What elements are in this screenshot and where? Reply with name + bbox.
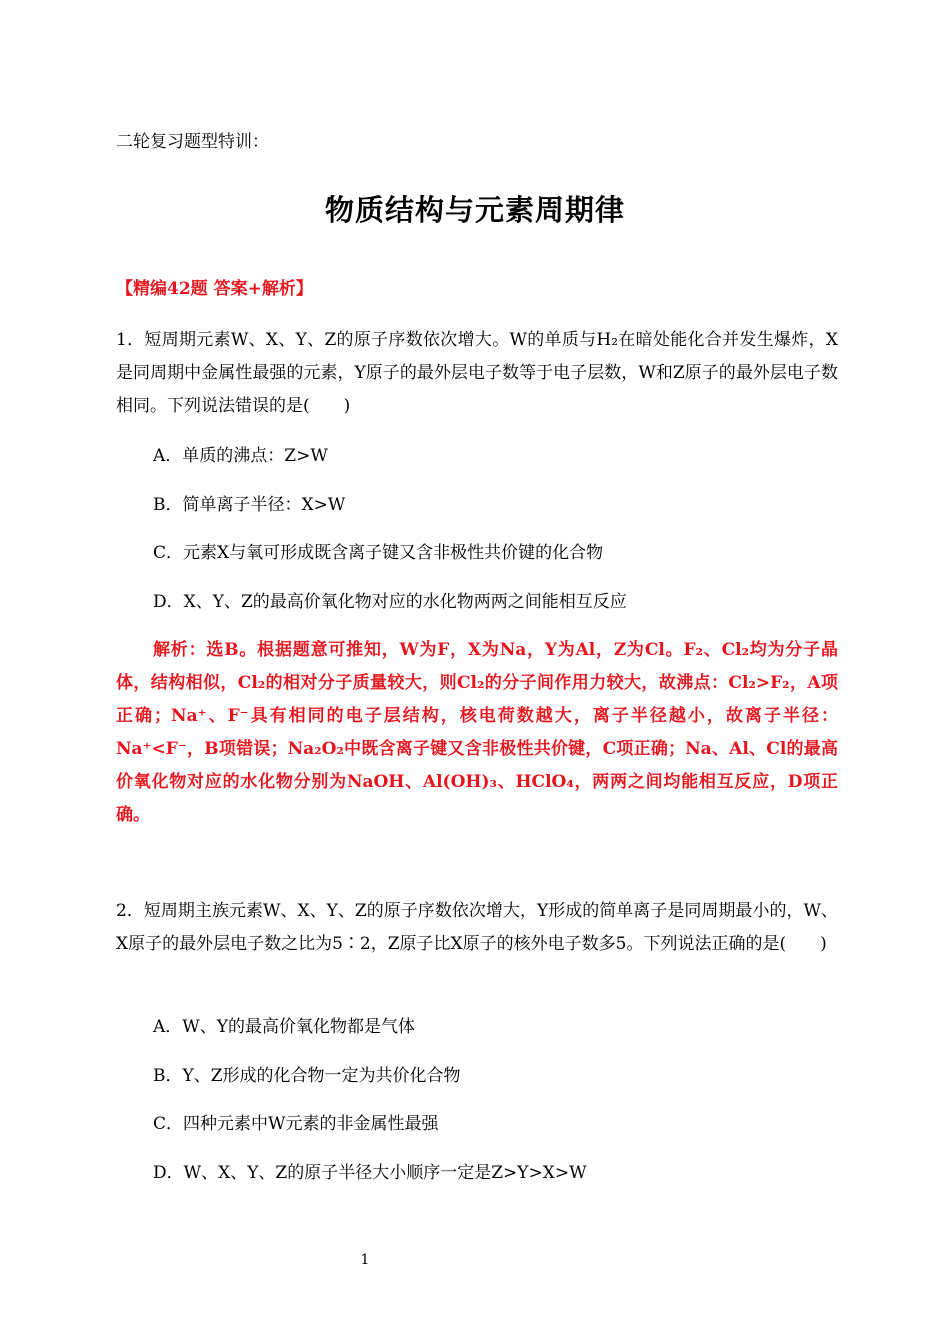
document-title: 物质结构与元素周期律 bbox=[324, 193, 625, 227]
question-1-option-d: D．X、Y、Z的最高价氧化物对应的水化物两两之间能相互反应 bbox=[153, 592, 627, 612]
question-1-stem: 1．短周期元素W、X、Y、Z的原子序数依次增大。W的单质与H₂在暗处能化合并发生爆炸，X是同周期中金属性最强的元素，Y原子的最外层电子数等于电子层数，W和Z原子的最外层电子数相同。下列说法错误的是( ) bbox=[116, 330, 838, 416]
question-2-option-d: D．W、X、Y、Z的原子半径大小顺序一定是Z>Y>X>W bbox=[153, 1163, 587, 1183]
question-1-analysis: 解析：选B。根据题意可推知，W为F，X为Na，Y为Al，Z为Cl。F₂、Cl₂均为分子晶体，结构相似，Cl₂的相对分子质量较大，则Cl₂的分子间作用力较大，故沸点：Cl₂>F₂，A项正确；Na⁺、F⁻具有相同的电子层结构，核电荷数越大，离子半径越小，故离子半径：Na⁺<F⁻，B项错误；Na₂O₂中既含离子键又含非极性共价键，C项正确；Na、Al、Cl的最高价氧化物对应的水化物分别为NaOH、Al(OH)₃、HClO₄，两两之间均能相互反应，D项正确。 bbox=[116, 640, 838, 825]
collection-tag: 【精编42题 答案+解析】 bbox=[116, 279, 313, 299]
question-1-option-b: B．简单离子半径：X>W bbox=[153, 495, 346, 515]
question-2-option-c: C．四种元素中W元素的非金属性最强 bbox=[153, 1114, 439, 1134]
page-number: 1 bbox=[360, 1252, 370, 1268]
question-1-option-c: C．元素X与氧可形成既含离子键又含非极性共价键的化合物 bbox=[153, 543, 604, 563]
document-subtitle: 二轮复习题型特训： bbox=[116, 132, 269, 152]
question-2-option-a: A．W、Y的最高价氧化物都是气体 bbox=[153, 1017, 415, 1037]
question-2-option-b: B．Y、Z形成的化合物一定为共价化合物 bbox=[153, 1066, 461, 1086]
question-2-stem: 2．短周期主族元素W、X、Y、Z的原子序数依次增大，Y形成的简单离子是同周期最小的，W、X原子的最外层电子数之比为5∶2，Z原子比X原子的核外电子数多5。下列说法正确的是( ) bbox=[116, 901, 838, 954]
question-1-option-a: A．单质的沸点：Z>W bbox=[153, 446, 328, 466]
